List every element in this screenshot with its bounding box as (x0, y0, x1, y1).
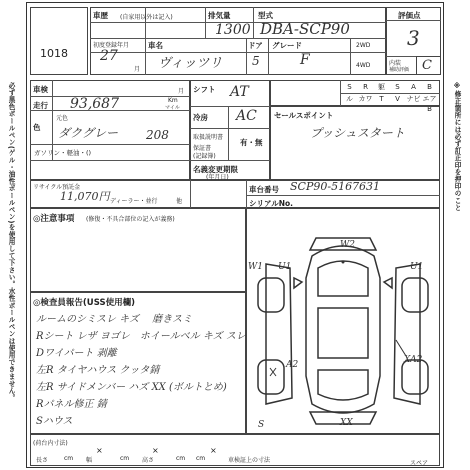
warranty-label: 保証書 (193, 145, 212, 152)
sales-point-value: プッシュスタート (310, 126, 405, 140)
shift-value: AT (230, 84, 249, 100)
serial-label: シリアルNo. (249, 199, 293, 208)
first-reg-month: 月 (134, 66, 141, 73)
color-label: 色 (33, 123, 41, 132)
notes-sub: (修復・不具合部位の記入が義務) (86, 216, 175, 223)
report-line: Dワイパート 剥離 (36, 348, 117, 359)
name-change-sub: (年月日) (206, 174, 229, 181)
lot-number: 1018 (40, 47, 68, 60)
footer-length-label: 長さ (36, 457, 49, 464)
diagram-mark-xa2: XA2 (404, 355, 423, 365)
drive-4wd: 4WD (356, 62, 371, 69)
shaken-month: 月 (178, 88, 185, 95)
notes-title: ◎注意事項 (33, 214, 75, 224)
first-reg-value: 27 (100, 48, 118, 64)
report-line: 左R サイドメンバー ハズ XX (ボルトとめ) (36, 382, 227, 393)
history-note: (自家用以外は記入) (120, 14, 173, 21)
diagram-mark-a2: A2 (286, 360, 299, 370)
drive-2wd: 2WD (356, 42, 371, 49)
equipment-cell: S (347, 83, 352, 91)
model-value: DBA-SCP90 (260, 20, 350, 38)
report-line: Rシート レザ ヨゴレ ホイールベル キズ スレ (36, 331, 246, 342)
footer-width-label: 幅 (86, 457, 93, 464)
mileage-unit-mile: マイル (165, 105, 180, 111)
report-line: Rパネル修正 錆 (36, 399, 107, 410)
report-line: 左R タイヤハウス クッタ錆 (36, 365, 160, 376)
equipment-cell: T (379, 95, 384, 103)
diagram-mark-u1b: U1 (410, 262, 424, 272)
equipment-cell: B (427, 83, 432, 91)
warranty-sub: (記録簿) (193, 153, 216, 160)
grade-value: F (300, 52, 310, 68)
report-line: Sハウス (36, 416, 73, 427)
right-sidebar-note: ※修正箇所には必ず訂正印を押印のこと (453, 82, 461, 212)
equipment-cell: エアB (422, 95, 437, 113)
original-color-label: 元色 (56, 115, 69, 122)
doors-value: 5 (252, 54, 260, 68)
equipment-cell: S (395, 83, 400, 91)
footer-unit-2: cm (120, 455, 130, 462)
footer-height-label: 高さ (142, 457, 155, 464)
footer-spare: スペア (410, 460, 429, 467)
equipment-cell: ナビ (406, 95, 421, 103)
footer-x-3: × (210, 446, 217, 455)
dealer-other: 他 (176, 198, 183, 205)
mileage-value: 93,687 (70, 96, 119, 112)
mileage-unit: Km (168, 97, 178, 104)
sales-point-label: セールスポイント (274, 111, 334, 120)
equipment-cell: ル (346, 95, 353, 103)
manual-value: 有・無 (240, 138, 263, 147)
footer-label: (荷台内寸法) (33, 440, 68, 447)
recycle-label: リサイクル預託金 (33, 184, 81, 191)
displacement-value: 1300 (215, 22, 251, 38)
doors-label: ドア (248, 41, 263, 50)
equipment-cell: A (411, 83, 416, 91)
name-change-label: 名義変更期限 (193, 165, 238, 174)
car-name-value: ヴィッツリ (158, 56, 223, 71)
footer-x-2: × (152, 446, 159, 455)
model-label: 型式 (258, 11, 273, 20)
displacement-label: 排気量 (208, 11, 231, 20)
history-label: 車歴 (93, 11, 108, 20)
mileage-label: 走行 (33, 101, 48, 110)
report-title: ◎検査員報告(USS使用欄) (33, 298, 135, 308)
footer-unit-1: cm (64, 455, 74, 462)
recycle-value: 11,070円 (60, 190, 110, 203)
shift-label: シフト (193, 85, 216, 94)
diagram-mark-xx: XX (340, 418, 353, 428)
interior-label: 内装 (389, 60, 402, 67)
ac-value: AC (236, 108, 257, 124)
interior-sub: 補助評価 (389, 67, 410, 73)
grade-label: グレード (272, 41, 302, 50)
shaken-label: 車検 (33, 85, 48, 94)
lot-box (30, 7, 88, 75)
diagram-mark-w2: W2 (340, 240, 355, 250)
color-value: ダクグレー (58, 126, 119, 140)
footer-unit-4: cm (196, 455, 206, 462)
equipment-cell: 躯 (378, 83, 385, 91)
interior-value: C (422, 58, 432, 73)
score-value: 3 (407, 26, 420, 50)
diagram-mark-w1: W1 (248, 262, 263, 272)
chassis-value: SCP90-5167631 (290, 180, 381, 193)
report-line: ルームのシミスレ キズ 磨きスミ (36, 314, 193, 325)
score-label: 評価点 (398, 11, 421, 20)
dealer-label: ディーラー・並行 (110, 198, 158, 205)
equipment-cell: V (395, 95, 400, 103)
footer-unit-3: cm (176, 455, 186, 462)
car-name-label: 車名 (148, 41, 163, 50)
diagram-mark-u1a: U1 (278, 262, 292, 272)
first-reg-label: 初度登録年月 (93, 42, 130, 49)
footer-x-1: × (96, 446, 103, 455)
chassis-label: 車台番号 (249, 185, 279, 194)
equipment-cell: カワ (358, 95, 373, 103)
manual-label: 取扱説明書 (193, 134, 224, 141)
fuel-label: ガソリン・軽油・() (34, 149, 92, 157)
left-sidebar-note: 必ず黒色ボールペン(ゲル・油性ボールペン)を使用して下さい。水性ボールペンは使用できません。 (7, 82, 15, 402)
diagram-mark-s: S (258, 420, 265, 430)
ac-label: 冷房 (193, 113, 208, 122)
equipment-cell: R (363, 83, 368, 91)
color-code: 208 (146, 128, 169, 142)
footer-reference: 車検証上の寸法 (228, 457, 271, 464)
